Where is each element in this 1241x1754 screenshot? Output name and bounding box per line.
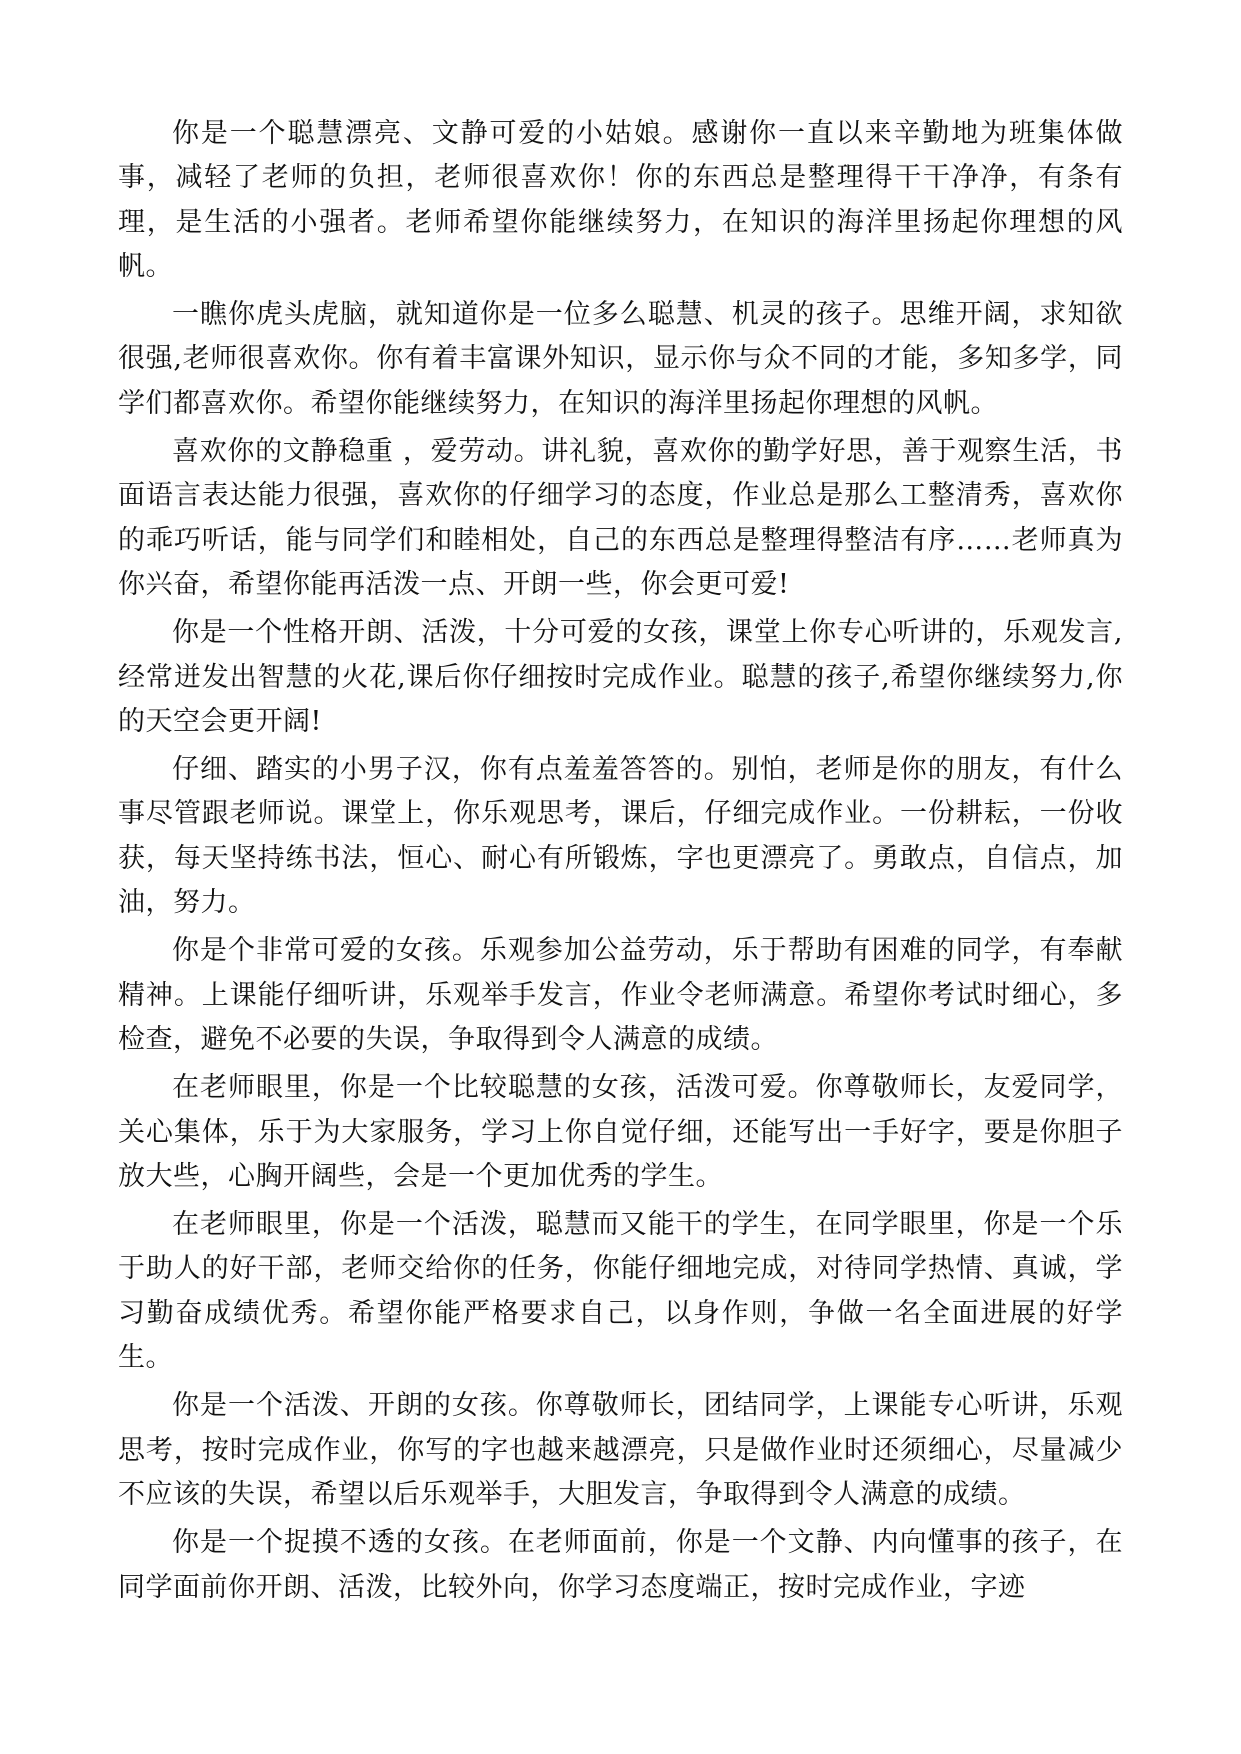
comment-paragraph-3: 喜欢你的文静稳重 ，爱劳动。讲礼貌，喜欢你的勤学好思，善于观察生活，书面语言表达能力很强，喜欢你的仔细学习的态度，作业总是那么工整清秀，喜欢你的乖巧听话，能与同学们和睦相处，自己的东西总是整理得整洁有序……老师真为你兴奋，希望你能再活泼一点、开朗一些，你会更可爱! [118,436,1123,600]
comment-paragraph-5: 仔细、踏实的小男子汉，你有点羞羞答答的。别怕，老师是你的朋友，有什么事尽管跟老师说。课堂上，你乐观思考，课后，仔细完成作业。一份耕耘，一份收获，每天坚持练书法，恒心、耐心有所锻炼，字也更漂亮了。勇敢点，自信点，加油，努力。 [118,754,1123,919]
comment-paragraph-1: 你是一个聪慧漂亮、文静可爱的小姑娘。感谢你一直以来辛勤地为班集体做事，减轻了老师的负担，老师很喜欢你！你的东西总是整理得干干净净，有条有理，是生活的小强者。老师希望你能继续努力，在知识的海洋里扬起你理想的风帆。 [118,118,1123,282]
comment-paragraph-6: 你是个非常可爱的女孩。乐观参加公益劳动，乐于帮助有困难的同学，有奉献精神。上课能仔细听讲，乐观举手发言，作业令老师满意。希望你考试时细心，多检查，避免不必要的失误，争取得到令人满意的成绩。 [118,935,1123,1055]
comment-paragraph-7: 在老师眼里，你是一个比较聪慧的女孩，活泼可爱。你尊敬师长，友爱同学，关心集体，乐于为大家服务，学习上你自觉仔细，还能写出一手好字，要是你胆子放大些，心胸开阔些，会是一个更加优秀的学生。 [118,1072,1123,1192]
document-page [118,112,1123,1614]
comment-paragraph-9: 你是一个活泼、开朗的女孩。你尊敬师长，团结同学，上课能专心听讲，乐观思考，按时完成作业，你写的字也越来越漂亮，只是做作业时还须细心，尽量减少不应该的失误，希望以后乐观举手，大胆发言，争取得到令人满意的成绩。 [118,1390,1123,1510]
comment-paragraph-4: 你是一个性格开朗、活泼，十分可爱的女孩，课堂上你专心听讲的，乐观发言,经常迸发出智慧的火花,课后你仔细按时完成作业。聪慧的孩子,希望你继续努力,你的天空会更开阔! [118,617,1123,737]
comment-paragraph-10: 你是一个捉摸不透的女孩。在老师面前，你是一个文静、内向懂事的孩子，在同学面前你开朗、活泼，比较外向，你学习态度端正，按时完成作业，字迹 [118,1527,1123,1603]
comment-paragraph-8: 在老师眼里，你是一个活泼，聪慧而又能干的学生，在同学眼里，你是一个乐于助人的好干部，老师交给你的任务，你能仔细地完成，对待同学热情、真诚，学习勤奋成绩优秀。希望你能严格要求自己，以身作则，争做一名全面进展的好学生。 [118,1209,1123,1374]
comment-paragraph-2: 一瞧你虎头虎脑，就知道你是一位多么聪慧、机灵的孩子。思维开阔，求知欲很强,老师很喜欢你。你有着丰富课外知识，显示你与众不同的才能，多知多学，同学们都喜欢你。希望你能继续努力，在知识的海洋里扬起你理想的风帆。 [118,299,1123,419]
